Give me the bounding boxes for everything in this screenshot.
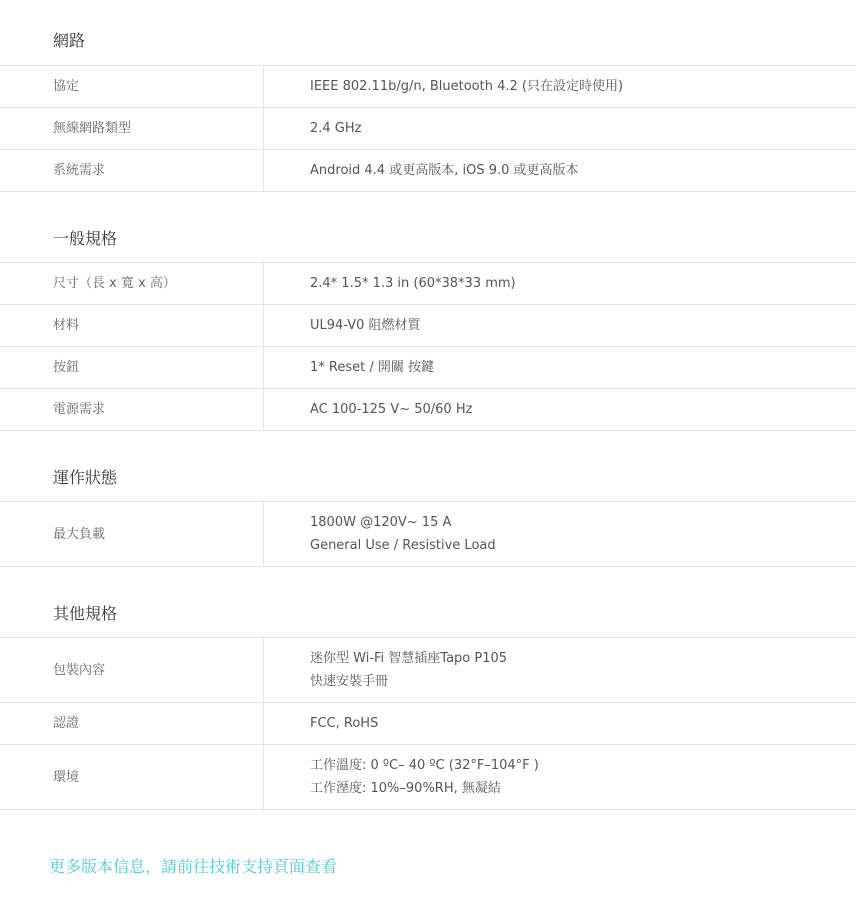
spec-value	[264, 389, 856, 430]
spec-row	[0, 263, 856, 305]
spec-label: 環境	[0, 745, 264, 809]
section-title: 其他規格	[0, 567, 856, 638]
section-title: 運作狀態	[0, 431, 856, 502]
spec-row	[0, 347, 856, 389]
section-network	[0, 0, 856, 192]
spec-label: 協定	[0, 66, 264, 107]
spec-row	[0, 66, 856, 108]
spec-value	[264, 108, 856, 149]
spec-label: 材料	[0, 305, 264, 346]
spec-value-line: IEEE 802.11b/g/n, Bluetooth 4.2 (只在設定時使用)	[310, 79, 624, 94]
spec-value-line: General Use / Resistive Load	[310, 538, 496, 553]
spec-value	[264, 703, 856, 744]
spec-value-line: 迷你型 Wi-Fi 智慧插座Tapo P105	[310, 651, 508, 666]
spec-value-line: Android 4.4 或更高版本, iOS 9.0 或更高版本	[310, 163, 579, 178]
section-title: 一般規格	[0, 192, 856, 263]
spec-value-line: 1* Reset / 開關 按鍵	[310, 360, 434, 375]
spec-value-line: 1800W @120V~ 15 A	[310, 515, 452, 530]
spec-row	[0, 703, 856, 745]
spec-row	[0, 745, 856, 810]
spec-value	[264, 66, 856, 107]
spec-row	[0, 150, 856, 192]
spec-row	[0, 305, 856, 347]
spec-label: 電源需求	[0, 389, 264, 430]
spec-value-line: FCC, RoHS	[310, 716, 379, 731]
section-operation	[0, 431, 856, 567]
support-page-link[interactable]: 更多版本信息，請前往技術支持頁面查看	[49, 857, 338, 876]
spec-value-line: 2.4 GHz	[310, 121, 362, 136]
spec-label: 尺寸（長 x 寬 x 高）	[0, 263, 264, 304]
spec-row	[0, 638, 856, 703]
spec-value-line: 2.4* 1.5* 1.3 in (60*38*33 mm)	[310, 276, 516, 291]
section-general	[0, 192, 856, 431]
spec-label: 認證	[0, 703, 264, 744]
spec-value	[264, 745, 856, 809]
spec-value	[264, 150, 856, 191]
spec-row	[0, 389, 856, 431]
spec-value	[264, 347, 856, 388]
section-other	[0, 567, 856, 810]
spec-label: 最大負載	[0, 502, 264, 566]
spec-value	[264, 638, 856, 702]
spec-label: 無線網路類型	[0, 108, 264, 149]
spec-value	[264, 502, 856, 566]
spec-row	[0, 108, 856, 150]
spec-value-line: 快速安裝手冊	[310, 674, 389, 689]
spec-label: 包裝內容	[0, 638, 264, 702]
spec-value-line: 工作溫度: 0 ºC– 40 ºC (32°F–104°F )	[310, 758, 539, 773]
spec-value	[264, 305, 856, 346]
spec-label: 系統需求	[0, 150, 264, 191]
section-title: 網路	[0, 0, 856, 66]
spec-label: 按鈕	[0, 347, 264, 388]
spec-value-line: 工作溼度: 10%–90%RH, 無凝結	[310, 781, 501, 796]
spec-value	[264, 263, 856, 304]
spec-value-line: UL94-V0 阻燃材質	[310, 318, 421, 333]
spec-row	[0, 502, 856, 567]
spec-value-line: AC 100-125 V~ 50/60 Hz	[310, 402, 473, 417]
